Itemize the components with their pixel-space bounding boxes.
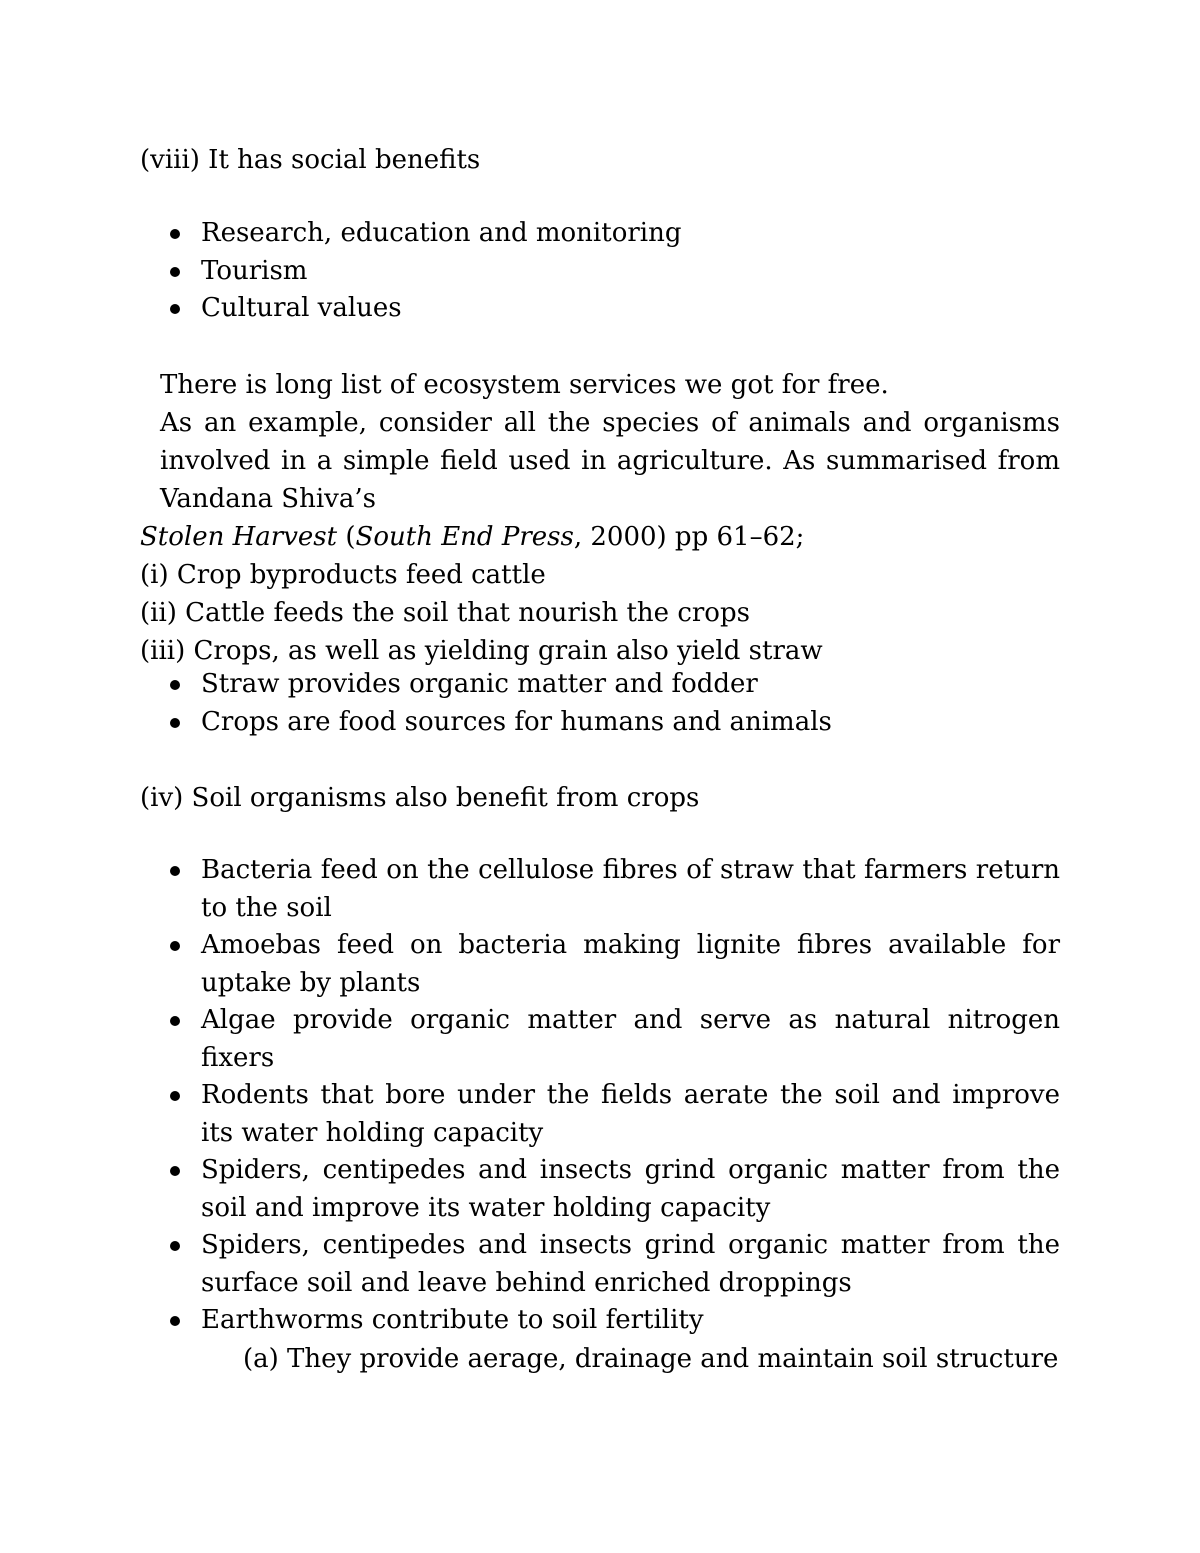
- list-item: Tourism: [140, 253, 1060, 291]
- soil-organisms-list: [140, 852, 1060, 1340]
- crops-benefits-list: [140, 666, 1060, 741]
- book-title: Stolen Harvest: [140, 522, 338, 552]
- intro-line-1: There is long list of ecosystem services we got for free.: [160, 370, 889, 400]
- list-item: Amoebas feed on bacteria making lignite fibres available for uptake by plants: [140, 927, 1060, 1002]
- intro-paragraph: [140, 366, 1060, 670]
- numbered-item-iii: (iii) Crops, as well as yielding grain also yield straw: [140, 636, 823, 666]
- list-item: Algae provide organic matter and serve as natural nitrogen fixers: [140, 1002, 1060, 1077]
- publisher-name: South End Press: [355, 522, 574, 552]
- list-item: Spiders, centipedes and insects grind organic matter from the surface soil and leave behind enriched droppings: [140, 1227, 1060, 1302]
- citation-line: [140, 518, 1060, 556]
- list-item: Earthworms contribute to soil fertility: [140, 1302, 1060, 1340]
- citation-tail: , 2000) pp 61–62;: [573, 522, 805, 552]
- intro-line-2: As an example, consider all the species of animals and organisms involved in a simple field used in agriculture. As summarised from Vandana Shiva’s: [160, 408, 1060, 514]
- list-item: Rodents that bore under the fields aerate the soil and improve its water holding capacity: [140, 1077, 1060, 1152]
- list-item: Cultural values: [140, 290, 1060, 328]
- numbered-item-i: (i) Crop byproducts feed cattle: [140, 560, 546, 590]
- numbered-item-ii: (ii) Cattle feeds the soil that nourish the crops: [140, 598, 750, 628]
- sub-item-a: (a) They provide aerage, drainage and maintain soil structure: [243, 1344, 1059, 1374]
- list-item: Bacteria feed on the cellulose fibres of straw that farmers return to the soil: [140, 852, 1060, 927]
- section-viii-heading: (viii) It has social benefits: [140, 145, 481, 175]
- list-item: Crops are food sources for humans and animals: [140, 704, 1060, 742]
- citation-paren: (: [337, 522, 356, 552]
- social-benefits-list: [140, 215, 1060, 328]
- section-iv-heading: (iv) Soil organisms also benefit from crops: [140, 783, 700, 813]
- list-item: Spiders, centipedes and insects grind organic matter from the soil and improve its water holding capacity: [140, 1152, 1060, 1227]
- list-item: Research, education and monitoring: [140, 215, 1060, 253]
- list-item: Straw provides organic matter and fodder: [140, 666, 1060, 704]
